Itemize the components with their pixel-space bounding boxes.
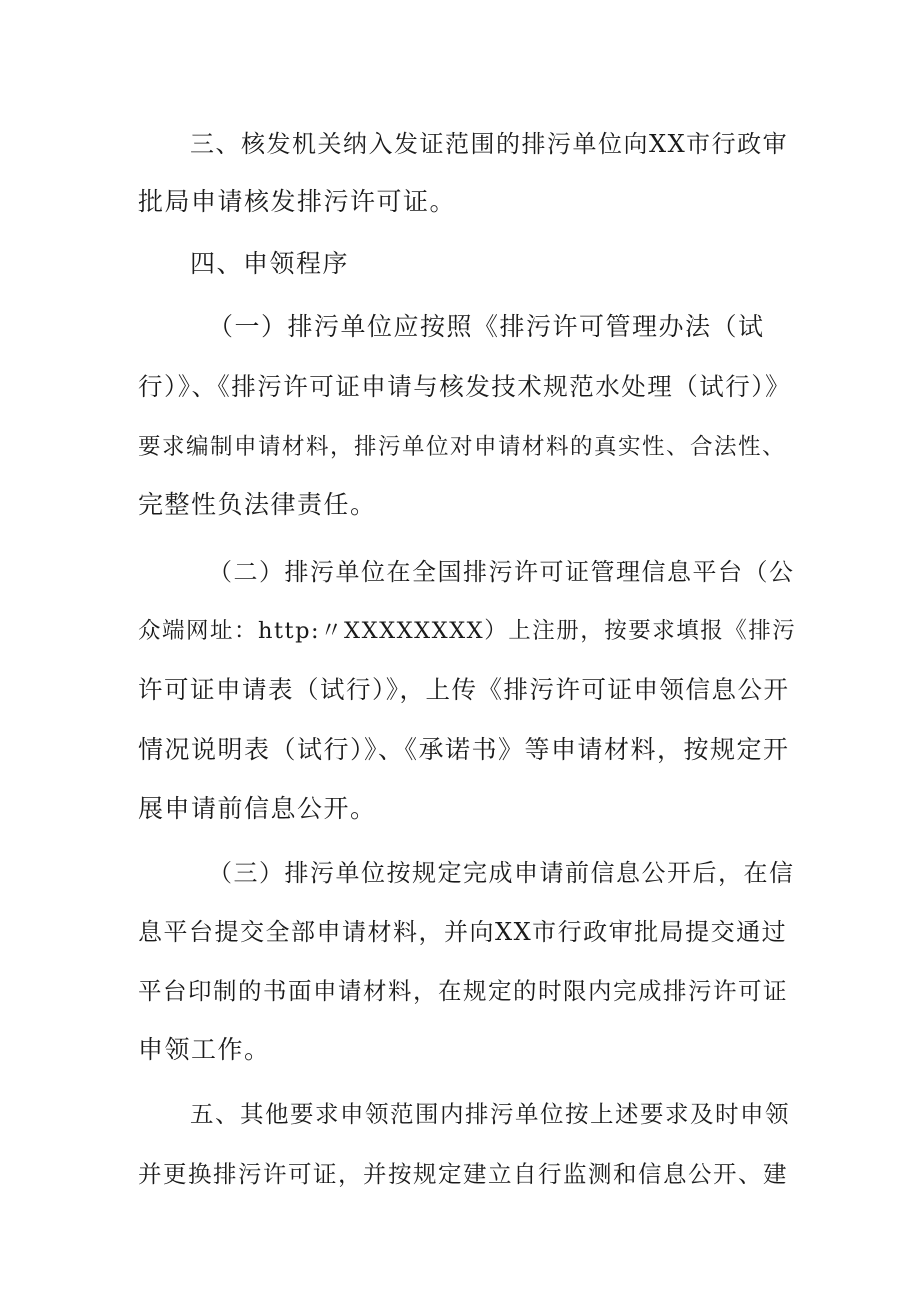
item-1-line-1: （一）排污单位应按照《排污许可管理办法（试 <box>208 312 765 341</box>
item-2-line-3: 许可证申请表（试行）》，上传《排污许可证申领信息公开 <box>138 675 790 704</box>
item-2-line-5: 展申请前信息公开。 <box>138 794 377 823</box>
item-3-line-3: 平台印制的书面申请材料，在规定的时限内完成排污许可证 <box>138 977 788 1005</box>
section-3-line-1: 三、核发机关纳入发证范围的排污单位向XX市行政审 <box>190 130 789 158</box>
item-2-line-4: 情况说明表（试行）》、《承诺书》等申请材料，按规定开 <box>138 735 790 764</box>
item-3-line-1: （三）排污单位按规定完成申请前信息公开后，在信 <box>208 859 795 887</box>
item-3-line-4: 申领工作。 <box>138 1035 271 1064</box>
item-1-line-3: 要求编制申请材料，排污单位对申请材料的真实性、合法性、 <box>138 434 787 460</box>
section-5-line-1: 五、其他要求申领范围内排污单位按上述要求及时申领 <box>190 1100 790 1128</box>
item-1-line-4: 完整性负法律责任。 <box>138 490 377 519</box>
section-5-line-2: 并更换排污许可证，并按规定建立自行监测和信息公开、建 <box>138 1160 788 1188</box>
section-4-heading: 四、申领程序 <box>190 249 350 278</box>
item-1-line-2: 行）》、《排污许可证申请与核发技术规范水处理（试行）》 <box>138 372 791 401</box>
section-3-line-2: 批局申请核发排污许可证。 <box>138 187 457 216</box>
item-2-line-2: 众端网址：http:〃XXXXXXXX）上注册，按要求填报《排污 <box>138 618 797 644</box>
item-3-line-2: 息平台提交全部申请材料，并向XX市行政审批局提交通过 <box>138 918 788 946</box>
item-2-line-1: （二）排污单位在全国排污许可证管理信息平台（公 <box>208 558 795 586</box>
